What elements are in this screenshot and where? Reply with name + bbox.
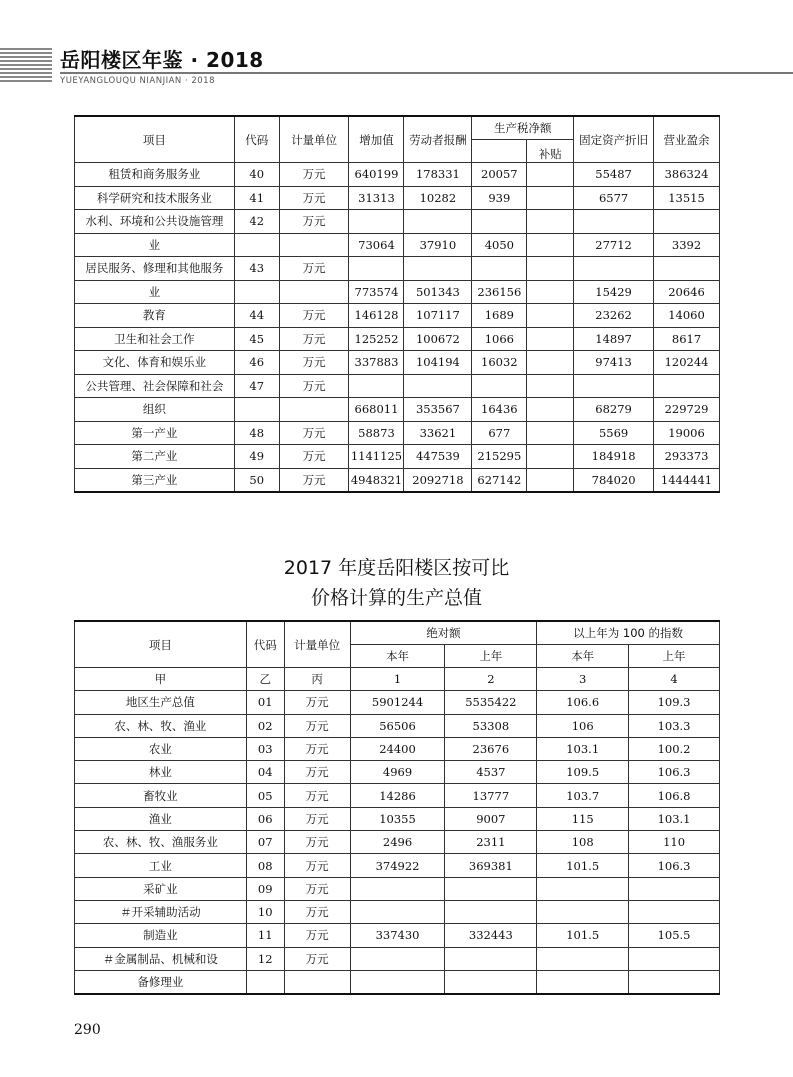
table-cell: [537, 900, 629, 923]
col-header-code: 代码: [246, 621, 284, 668]
table-cell: 640199: [349, 163, 404, 187]
table-cell: 租赁和商务服务业: [75, 163, 235, 187]
table-cell: [527, 233, 574, 257]
table-cell: 47: [234, 374, 279, 398]
table-cell: 文化、体育和娱乐业: [75, 351, 235, 375]
table-cell: 50: [234, 468, 279, 492]
table-cell: 353567: [404, 398, 472, 422]
table-cell: [527, 163, 574, 187]
table-cell: [527, 257, 574, 281]
column-index-cell: 甲: [75, 668, 247, 691]
table-cell: 106: [537, 714, 629, 737]
table-cell: [404, 257, 472, 281]
table-cell: [350, 877, 445, 900]
table-row: [75, 304, 720, 328]
table-cell: 107117: [404, 304, 472, 328]
table-cell: 110: [629, 831, 720, 854]
table-cell: 5535422: [445, 691, 537, 714]
table-cell: 科学研究和技术服务业: [75, 186, 235, 210]
table-cell: [349, 374, 404, 398]
table-row: [75, 784, 720, 807]
table-cell: [629, 970, 720, 994]
table-cell: 03: [246, 737, 284, 760]
table-cell: 27712: [574, 233, 654, 257]
table-cell: 渔业: [75, 807, 247, 830]
table-cell: [629, 877, 720, 900]
col-header-absolute: 绝对额: [350, 621, 537, 645]
header-decoration: [0, 48, 52, 84]
col-header-unit: 计量单位: [284, 621, 350, 668]
col-header-last-year-index: 上年: [629, 645, 720, 668]
table-cell: 01: [246, 691, 284, 714]
table-cell: 卫生和社会工作: [75, 327, 235, 351]
table-cell: 236156: [472, 280, 527, 304]
column-index-cell: 2: [445, 668, 537, 691]
income-table: [74, 115, 720, 493]
table-cell: [445, 900, 537, 923]
table-cell: [574, 374, 654, 398]
col-header-unit: 计量单位: [279, 116, 349, 163]
table-cell: 184918: [574, 445, 654, 469]
table-cell: 106.3: [629, 761, 720, 784]
table-cell: 105.5: [629, 924, 720, 947]
table-cell: [349, 210, 404, 234]
table-row: [75, 327, 720, 351]
table-row: [75, 924, 720, 947]
table-cell: 畜牧业: [75, 784, 247, 807]
table-cell: 公共管理、社会保障和社会: [75, 374, 235, 398]
table-cell: [527, 304, 574, 328]
table-cell: 10: [246, 900, 284, 923]
table-cell: 100672: [404, 327, 472, 351]
table-cell: 07: [246, 831, 284, 854]
table-cell: 万元: [279, 421, 349, 445]
table-cell: 1444441: [654, 468, 720, 492]
table-cell: ＃金属制品、机械和设: [75, 947, 247, 970]
table-cell: 10355: [350, 807, 445, 830]
table-cell: 农、林、牧、渔业: [75, 714, 247, 737]
table-cell: 6577: [574, 186, 654, 210]
table-cell: 369381: [445, 854, 537, 877]
col-header-this-year: 本年: [350, 645, 445, 668]
table-cell: 14060: [654, 304, 720, 328]
table-cell: 23262: [574, 304, 654, 328]
table-cell: 15429: [574, 280, 654, 304]
table-cell: 万元: [284, 831, 350, 854]
table-row: [75, 210, 720, 234]
table-cell: 386324: [654, 163, 720, 187]
income-table-body: [75, 163, 720, 493]
table-cell: 55487: [574, 163, 654, 187]
col-header-tax: 生产税净额: [472, 116, 574, 140]
col-header-tax-blank: [472, 140, 527, 163]
table-cell: 101.5: [537, 854, 629, 877]
table-row: [75, 947, 720, 970]
table-cell: 万元: [279, 163, 349, 187]
table-cell: 万元: [279, 351, 349, 375]
table-cell: 2311: [445, 831, 537, 854]
col-header-this-year-index: 本年: [537, 645, 629, 668]
table-cell: 万元: [284, 900, 350, 923]
table-row: [75, 691, 720, 714]
table-row: [75, 761, 720, 784]
table-cell: 109.5: [537, 761, 629, 784]
table-cell: 万元: [284, 691, 350, 714]
col-header-item: 项目: [75, 116, 235, 163]
table-cell: 10282: [404, 186, 472, 210]
table-cell: 4948321: [349, 468, 404, 492]
table-cell: [350, 970, 445, 994]
table-cell: 万元: [279, 186, 349, 210]
table-cell: 13777: [445, 784, 537, 807]
table-cell: 43: [234, 257, 279, 281]
table-cell: 104194: [404, 351, 472, 375]
table-cell: 1141125: [349, 445, 404, 469]
col-header-surplus: 营业盈余: [654, 116, 720, 163]
table-cell: 业: [75, 233, 235, 257]
table-cell: [527, 186, 574, 210]
gdp-table: [74, 620, 720, 995]
table-cell: 万元: [284, 877, 350, 900]
table-cell: 627142: [472, 468, 527, 492]
table-cell: 居民服务、修理和其他服务: [75, 257, 235, 281]
page-number: 290: [74, 1022, 101, 1038]
table-cell: 11: [246, 924, 284, 947]
column-index-cell: 1: [350, 668, 445, 691]
table-cell: [537, 970, 629, 994]
table-cell: 13515: [654, 186, 720, 210]
section-title-line2: 价格计算的生产总值: [310, 587, 482, 609]
table-cell: 第二产业: [75, 445, 235, 469]
table-cell: [537, 877, 629, 900]
table-cell: 万元: [284, 761, 350, 784]
table-cell: [445, 947, 537, 970]
table-cell: 第一产业: [75, 421, 235, 445]
table-cell: 49: [234, 445, 279, 469]
running-header-subtitle: YUEYANGLOUQU NIANJIAN · 2018: [60, 76, 215, 86]
col-header-depr: 固定资产折旧: [574, 116, 654, 163]
table-cell: 773574: [349, 280, 404, 304]
table-cell: [537, 947, 629, 970]
table-row: [75, 900, 720, 923]
table-row: [75, 163, 720, 187]
table-cell: 农业: [75, 737, 247, 760]
table-row: [75, 445, 720, 469]
table-cell: 5569: [574, 421, 654, 445]
table-cell: [527, 210, 574, 234]
table-row: [75, 257, 720, 281]
table-cell: [574, 257, 654, 281]
table-cell: [472, 374, 527, 398]
table-cell: 万元: [279, 374, 349, 398]
table-row: [75, 351, 720, 375]
table-cell: 215295: [472, 445, 527, 469]
table-cell: 97413: [574, 351, 654, 375]
table-cell: 06: [246, 807, 284, 830]
table-cell: 12: [246, 947, 284, 970]
table-cell: [472, 210, 527, 234]
table-cell: 3392: [654, 233, 720, 257]
table-cell: 115: [537, 807, 629, 830]
table-cell: 101.5: [537, 924, 629, 947]
table-cell: 33621: [404, 421, 472, 445]
table-cell: 2092718: [404, 468, 472, 492]
table-row: [75, 970, 720, 994]
table-cell: 08: [246, 854, 284, 877]
column-index-cell: 丙: [284, 668, 350, 691]
table-cell: 万元: [284, 714, 350, 737]
table-cell: 4969: [350, 761, 445, 784]
table-cell: 501343: [404, 280, 472, 304]
table-cell: 万元: [284, 737, 350, 760]
table-row: [75, 280, 720, 304]
table-cell: 229729: [654, 398, 720, 422]
table-cell: [404, 374, 472, 398]
table-cell: [527, 468, 574, 492]
table-cell: [527, 327, 574, 351]
table-cell: 14286: [350, 784, 445, 807]
table-cell: [527, 280, 574, 304]
table-cell: 103.1: [537, 737, 629, 760]
table-cell: [527, 421, 574, 445]
column-index-row: [75, 668, 720, 691]
table-cell: 103.1: [629, 807, 720, 830]
table-cell: 668011: [349, 398, 404, 422]
table-cell: 332443: [445, 924, 537, 947]
table-cell: 备修理业: [75, 970, 247, 994]
table-cell: [445, 970, 537, 994]
header-rule: [60, 72, 793, 74]
table-cell: 45: [234, 327, 279, 351]
table-cell: 31313: [349, 186, 404, 210]
table-cell: 106.8: [629, 784, 720, 807]
table-cell: [279, 398, 349, 422]
table-cell: 万元: [284, 784, 350, 807]
table-cell: 教育: [75, 304, 235, 328]
table-cell: 46: [234, 351, 279, 375]
table-cell: 2496: [350, 831, 445, 854]
table-cell: 337430: [350, 924, 445, 947]
col-header-labor: 劳动者报酬: [404, 116, 472, 163]
table-cell: 万元: [279, 468, 349, 492]
table-cell: 40: [234, 163, 279, 187]
table-row: [75, 877, 720, 900]
table-cell: 04: [246, 761, 284, 784]
table-row: [75, 468, 720, 492]
table-cell: [279, 233, 349, 257]
table-cell: [629, 900, 720, 923]
table-cell: [527, 398, 574, 422]
table-cell: 业: [75, 280, 235, 304]
gdp-table-body: [75, 668, 720, 995]
table-cell: [246, 970, 284, 994]
table-cell: 120244: [654, 351, 720, 375]
table-cell: 23676: [445, 737, 537, 760]
table-cell: 677: [472, 421, 527, 445]
table-cell: 第三产业: [75, 468, 235, 492]
table-cell: [654, 374, 720, 398]
column-index-cell: 乙: [246, 668, 284, 691]
table-cell: 37910: [404, 233, 472, 257]
table-cell: 337883: [349, 351, 404, 375]
running-header-title: 岳阳楼区年鉴 · 2018: [60, 48, 264, 72]
table-cell: [349, 257, 404, 281]
table-cell: 万元: [279, 304, 349, 328]
table-cell: 14897: [574, 327, 654, 351]
table-cell: [654, 210, 720, 234]
table-cell: 784020: [574, 468, 654, 492]
table-cell: 20646: [654, 280, 720, 304]
table-cell: [234, 233, 279, 257]
table-cell: 293373: [654, 445, 720, 469]
table-cell: 106.6: [537, 691, 629, 714]
table-cell: 53308: [445, 714, 537, 737]
table-cell: 林业: [75, 761, 247, 784]
table-cell: 68279: [574, 398, 654, 422]
table-cell: 58873: [349, 421, 404, 445]
table-cell: 万元: [284, 947, 350, 970]
table-cell: [574, 210, 654, 234]
table-cell: 4050: [472, 233, 527, 257]
table-cell: [350, 900, 445, 923]
table-cell: [234, 398, 279, 422]
table-cell: 41: [234, 186, 279, 210]
table-cell: 1066: [472, 327, 527, 351]
table-row: [75, 233, 720, 257]
table-cell: 44: [234, 304, 279, 328]
table-cell: 42: [234, 210, 279, 234]
table-cell: 05: [246, 784, 284, 807]
table-cell: 09: [246, 877, 284, 900]
table-cell: 103.7: [537, 784, 629, 807]
col-header-item: 项目: [75, 621, 247, 668]
table-cell: 103.3: [629, 714, 720, 737]
table-cell: 水利、环境和公共设施管理: [75, 210, 235, 234]
table-cell: [350, 947, 445, 970]
section-title-line1: 2017 年度岳阳楼区按可比: [283, 557, 510, 579]
table-cell: 73064: [349, 233, 404, 257]
table-cell: 组织: [75, 398, 235, 422]
table-cell: 万元: [279, 210, 349, 234]
table-cell: 19006: [654, 421, 720, 445]
table-cell: 5901244: [350, 691, 445, 714]
table-cell: 万元: [284, 854, 350, 877]
table-cell: 125252: [349, 327, 404, 351]
table-cell: 100.2: [629, 737, 720, 760]
table-row: [75, 854, 720, 877]
col-header-index: 以上年为 100 的指数: [537, 621, 720, 645]
table-cell: 地区生产总值: [75, 691, 247, 714]
table-row: [75, 398, 720, 422]
table-cell: [234, 280, 279, 304]
table-cell: [279, 280, 349, 304]
col-header-code: 代码: [234, 116, 279, 163]
column-index-cell: 3: [537, 668, 629, 691]
table-cell: 109.3: [629, 691, 720, 714]
col-header-last-year: 上年: [445, 645, 537, 668]
table-cell: [284, 970, 350, 994]
table-row: [75, 737, 720, 760]
table-cell: [404, 210, 472, 234]
table-cell: 178331: [404, 163, 472, 187]
col-header-subsidy: 补贴: [527, 140, 574, 163]
table-row: [75, 714, 720, 737]
table-cell: [654, 257, 720, 281]
table-cell: 146128: [349, 304, 404, 328]
table-cell: 24400: [350, 737, 445, 760]
table-cell: 02: [246, 714, 284, 737]
table-cell: 9007: [445, 807, 537, 830]
table-row: [75, 186, 720, 210]
table-cell: [472, 257, 527, 281]
table-cell: [527, 374, 574, 398]
table-cell: 447539: [404, 445, 472, 469]
table-cell: 万元: [279, 445, 349, 469]
table-cell: [527, 351, 574, 375]
table-cell: 108: [537, 831, 629, 854]
table-cell: [527, 445, 574, 469]
col-header-added: 增加值: [349, 116, 404, 163]
table-cell: 106.3: [629, 854, 720, 877]
table-cell: 4537: [445, 761, 537, 784]
table-cell: 48: [234, 421, 279, 445]
table-cell: 万元: [279, 257, 349, 281]
table-cell: 16032: [472, 351, 527, 375]
table-cell: 1689: [472, 304, 527, 328]
table-cell: 农、林、牧、渔服务业: [75, 831, 247, 854]
table-cell: 采矿业: [75, 877, 247, 900]
column-index-cell: 4: [629, 668, 720, 691]
table-cell: 8617: [654, 327, 720, 351]
table-row: [75, 421, 720, 445]
table-cell: 万元: [279, 327, 349, 351]
table-cell: 56506: [350, 714, 445, 737]
table-cell: 制造业: [75, 924, 247, 947]
table-cell: 16436: [472, 398, 527, 422]
table-cell: 20057: [472, 163, 527, 187]
table-cell: [445, 877, 537, 900]
table-cell: 万元: [284, 807, 350, 830]
table-row: [75, 831, 720, 854]
table-cell: 374922: [350, 854, 445, 877]
table-row: [75, 807, 720, 830]
table-row: [75, 374, 720, 398]
table-cell: ＃开采辅助活动: [75, 900, 247, 923]
table-cell: 万元: [284, 924, 350, 947]
table-cell: 工业: [75, 854, 247, 877]
table-cell: 939: [472, 186, 527, 210]
table-cell: [629, 947, 720, 970]
